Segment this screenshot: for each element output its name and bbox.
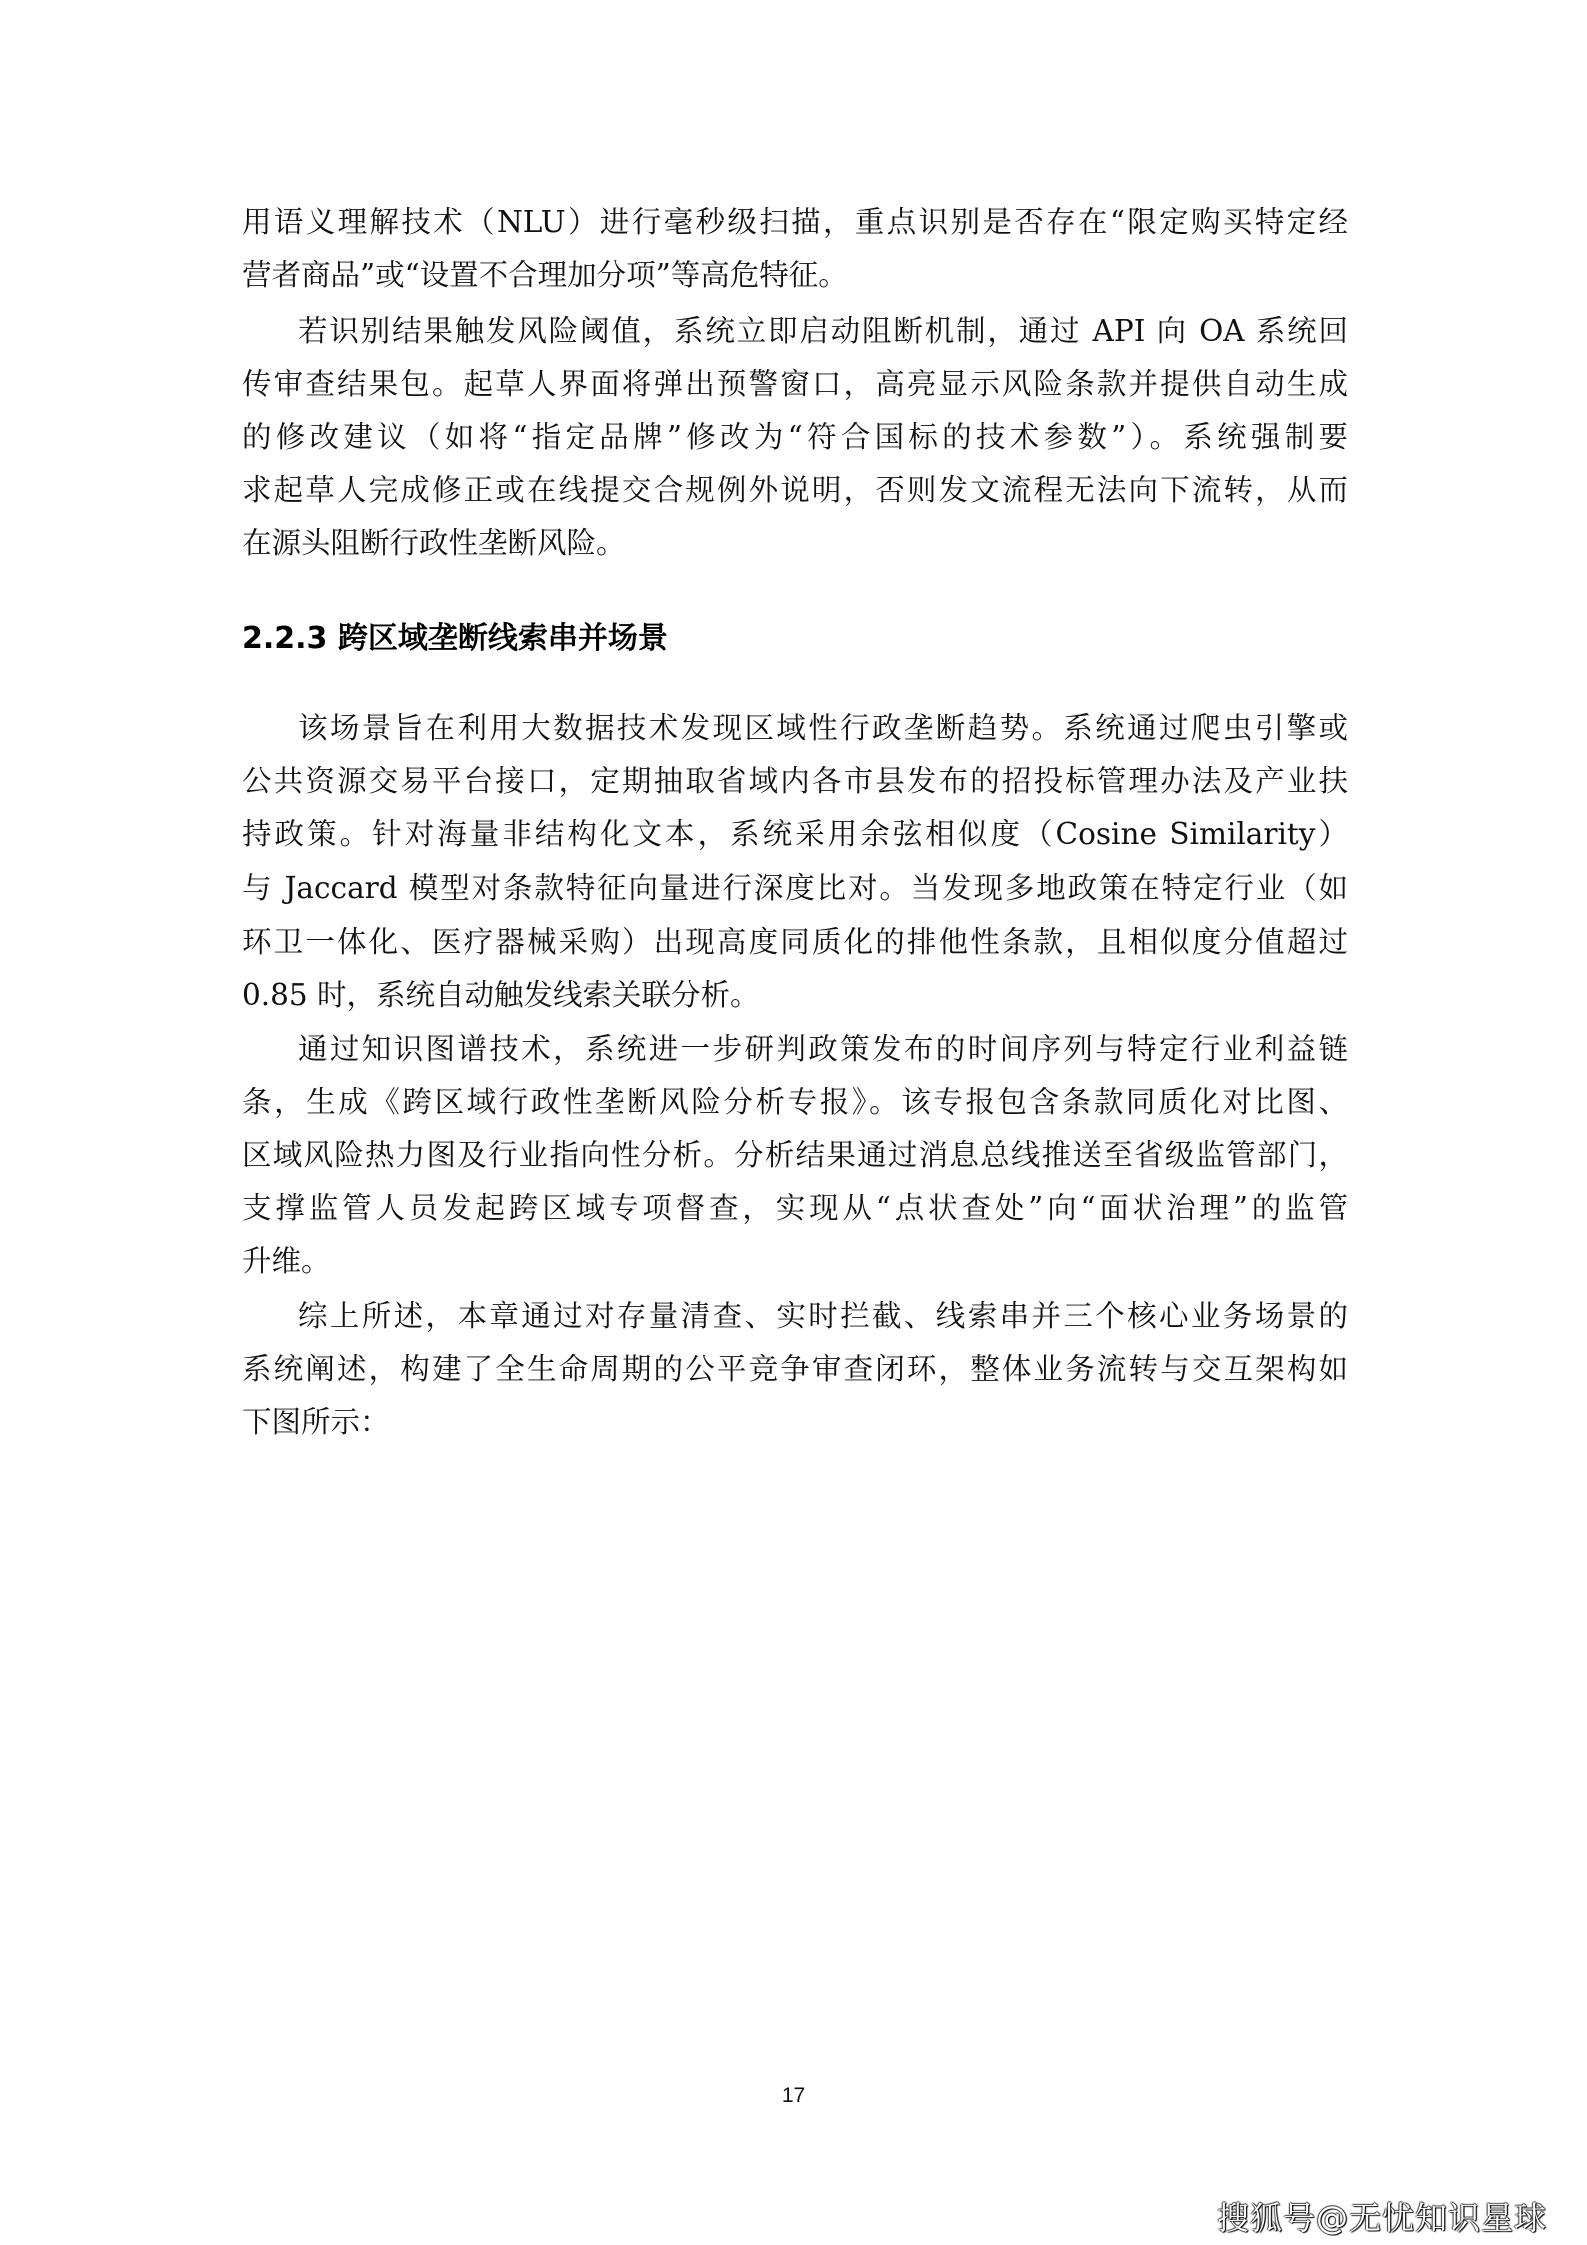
- text-line: 该场景旨在利用大数据技术发现区域性行政垄断趋势。系统通过爬虫引擎或: [298, 711, 1348, 745]
- text-line: 在源头阻断行政性垄断风险。: [242, 526, 626, 560]
- text-line: 传审查结果包。起草人界面将弹出预警窗口，高亮显示风险条款并提供自动生成: [242, 367, 1348, 401]
- text-line: 综上所述，本章通过对存量清查、实时拦截、线索串并三个核心业务场景的: [298, 1299, 1348, 1333]
- section-heading: 2.2.3 跨区域垄断线索串并场景: [242, 621, 668, 656]
- text-line: 的修改建议（如将“指定品牌”修改为“符合国标的技术参数”）。系统强制要: [242, 420, 1348, 454]
- text-line: 持政策。针对海量非结构化文本，系统采用余弦相似度（Cosine Similarity）: [242, 817, 1348, 851]
- text-line: 下图所示：: [242, 1405, 390, 1439]
- page-number: 17: [781, 2084, 806, 2107]
- text-line: 用语义理解技术（NLU）进行毫秒级扫描，重点识别是否存在“限定购买特定经: [242, 205, 1348, 239]
- text-line: 营者商品”或“设置不合理加分项”等高危特征。: [242, 258, 848, 292]
- text-line: 通过知识图谱技术，系统进一步研判政策发布的时间序列与特定行业利益链: [298, 1032, 1348, 1066]
- text-line: 升维。: [242, 1244, 331, 1278]
- text-line: 支撑监管人员发起跨区域专项督查，实现从“点状查处”向“面状治理”的监管: [242, 1191, 1348, 1225]
- text-line: 求起草人完成修正或在线提交合规例外说明，否则发文流程无法向下流转，从而: [242, 473, 1348, 507]
- text-line: 环卫一体化、医疗器械采购）出现高度同质化的排他性条款，且相似度分值超过: [242, 925, 1348, 959]
- text-line: 0.85 时，系统自动触发线索关联分析。: [242, 978, 760, 1012]
- text-line: 系统阐述，构建了全生命周期的公平竞争审查闭环，整体业务流转与交互架构如: [242, 1352, 1348, 1386]
- text-line: 与 Jaccard 模型对条款特征向量进行深度比对。当发现多地政策在特定行业（如: [242, 871, 1348, 905]
- watermark: 搜狐号@无忧知识星球: [1216, 2199, 1547, 2237]
- text-line: 若识别结果触发风险阈值，系统立即启动阻断机制，通过 API 向 OA 系统回: [298, 314, 1348, 348]
- text-line: 公共资源交易平台接口，定期抽取省域内各市县发布的招投标管理办法及产业扶: [242, 764, 1348, 798]
- text-line: 区域风险热力图及行业指向性分析。分析结果通过消息总线推送至省级监管部门，: [242, 1138, 1348, 1172]
- text-line: 条，生成《跨区域行政性垄断风险分析专报》。该专报包含条款同质化对比图、: [242, 1085, 1348, 1119]
